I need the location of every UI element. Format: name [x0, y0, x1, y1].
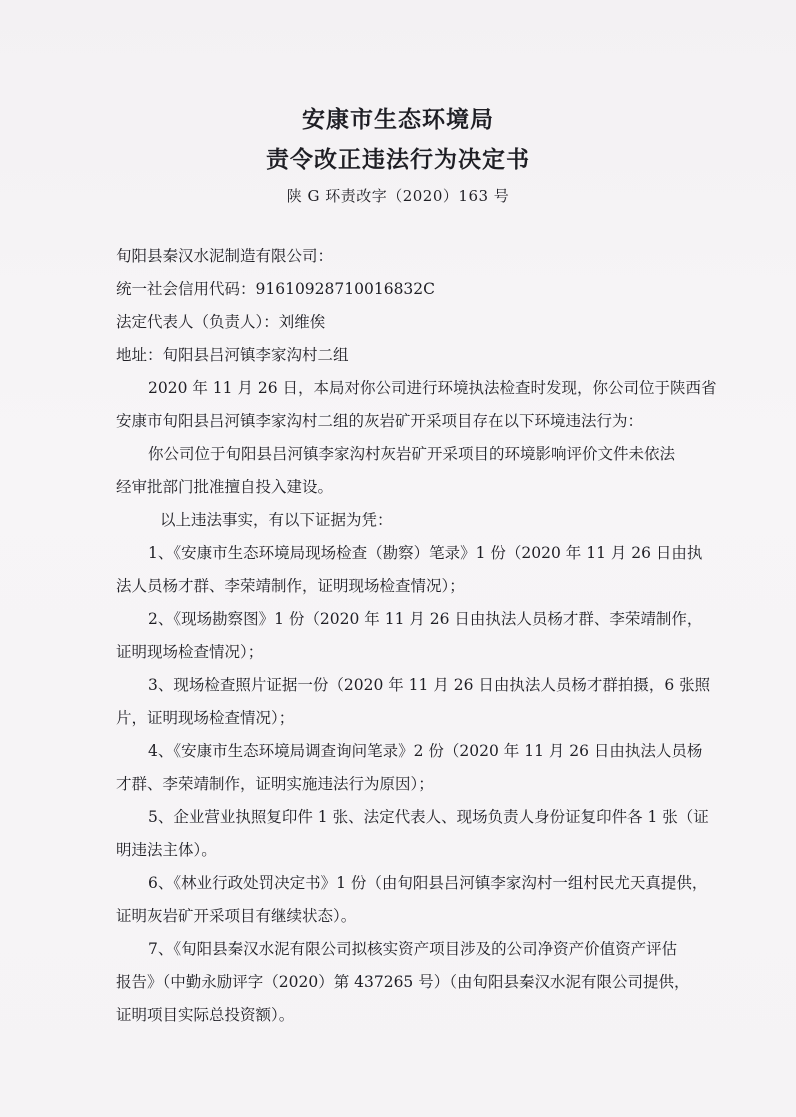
finding-paragraph-line: 安康市旬阳县吕河镇李家沟村二组的灰岩矿开采项目存在以下环境违法行为： — [116, 412, 644, 430]
document-body — [116, 240, 717, 1032]
legal-representative: 法定代表人（负责人）：刘维俟 — [116, 313, 326, 331]
violation-paragraph-line: 经审批部门批准擅自投入建设。 — [116, 478, 334, 496]
violation-paragraph-line: 你公司位于旬阳县吕河镇李家沟村灰岩矿开采项目的环境影响评价文件未依法 — [148, 445, 676, 463]
party-name: 旬阳县秦汉水泥制造有限公司： — [116, 247, 334, 265]
evidence-item-4-cont: 才群、李荣靖制作，证明实施违法行为原因）； — [116, 775, 434, 793]
evidence-item-7-cont: 证明项目实际总投资额）。 — [116, 1006, 295, 1024]
evidence-item-1-cont: 法人员杨才群、李荣靖制作，证明现场检查情况）； — [116, 577, 465, 595]
evidence-item-5: 5、企业营业执照复印件 1 张、法定代表人、现场负责人身份证复印件各 1 张（证 — [148, 808, 709, 826]
evidence-intro: 以上违法事实，有以下证据为凭： — [160, 511, 393, 529]
document-number: 陕 G 环责改字（2020）163 号 — [286, 187, 510, 205]
evidence-item-5-cont: 明违法主体）。 — [116, 841, 217, 859]
credit-code: 统一社会信用代码：91610928710016832C — [116, 280, 436, 298]
evidence-item-6-cont: 证明灰岩矿开采项目有继续状态）。 — [116, 907, 357, 925]
issuing-authority: 安康市生态环境局 — [302, 106, 494, 133]
evidence-item-6: 6、《林业行政处罚决定书》1 份（由旬阳县吕河镇李家沟村一组村民尤天真提供， — [148, 874, 708, 892]
document-header — [0, 103, 796, 207]
evidence-item-4: 4、《安康市生态环境局调查询问笔录》2 份（2020 年 11 月 26 日由执法人员杨 — [148, 742, 703, 760]
party-address: 地址：旬阳县吕河镇李家沟村二组 — [116, 346, 349, 364]
evidence-item-7: 7、《旬阳县秦汉水泥有限公司拟核实资产项目涉及的公司净资产价值资产评估 — [148, 940, 678, 958]
evidence-item-7-cont: 报告》（中勤永励评字（2020）第 437265 号）（由旬阳县秦汉水泥有限公司提供， — [116, 973, 690, 991]
evidence-item-3: 3、现场检查照片证据一份（2020 年 11 月 26 日由执法人员杨才群拍摄，6 张照 — [148, 676, 711, 694]
evidence-item-3-cont: 片，证明现场检查情况）； — [116, 709, 295, 727]
evidence-item-2: 2、《现场勘察图》1 份（2020 年 11 月 26 日由执法人员杨才群、李荣靖制作， — [148, 610, 703, 628]
evidence-item-2-cont: 证明现场检查情况）； — [116, 643, 264, 661]
evidence-item-1: 1、《安康市生态环境局现场检查（勘察）笔录》1 份（2020 年 11 月 26 日由执 — [148, 544, 703, 562]
document-title: 责令改正违法行为决定书 — [266, 146, 530, 173]
finding-paragraph-line: 2020 年 11 月 26 日，本局对你公司进行环境执法检查时发现，你公司位于陕西省 — [148, 379, 717, 397]
